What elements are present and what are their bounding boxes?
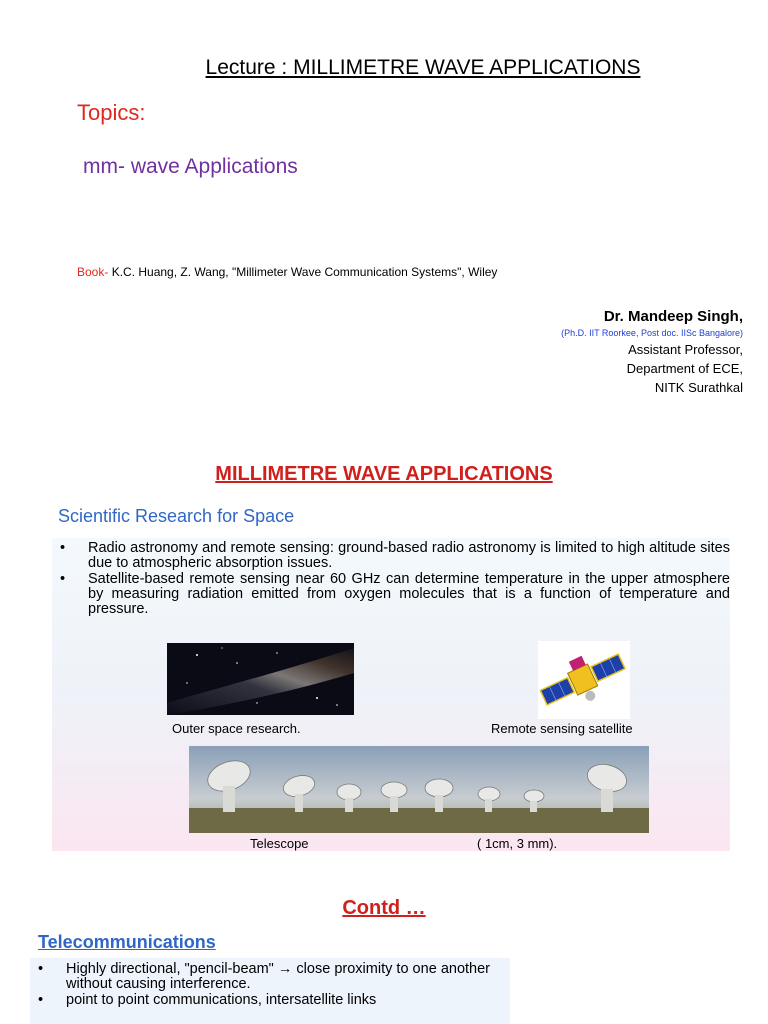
author-institute: NITK Surathkal xyxy=(654,380,743,395)
section2-heading: Contd … xyxy=(342,897,426,919)
section2-bullets xyxy=(34,962,490,1009)
lecture-title: Lecture : MILLIMETRE WAVE APPLICATIONS xyxy=(205,56,641,79)
author-degrees: (Ph.D. IIT Roorkee, Post doc. IISc Bangalore) xyxy=(561,328,743,338)
bullet-item xyxy=(34,962,490,992)
space-research-panel xyxy=(52,538,730,851)
book-reference xyxy=(77,265,497,279)
outer-space-image xyxy=(167,643,354,715)
bullet-item xyxy=(56,541,730,571)
bullet-text: Satellite-based remote sensing near 60 GHz can determine temperature in the upper atmosphere by measuring radiation emitted from oxygen molecules that is a function of temperature and pressure. xyxy=(88,571,730,617)
bullet-glyph: • xyxy=(38,992,44,1008)
bullet-text: Radio astronomy and remote sensing: ground-based radio astronomy is limited to high altitude sites due to atmospheric absorption issues. xyxy=(88,540,730,571)
section2-subheading: Telecommunications xyxy=(38,932,216,952)
bullet-text: Highly directional, "pencil-beam" → close proximity to one another without causing interference. xyxy=(66,961,490,992)
book-text: K.C. Huang, Z. Wang, "Millimeter Wave Communication Systems", Wiley xyxy=(108,265,498,279)
book-label: Book- xyxy=(77,265,109,279)
bullet-item xyxy=(56,572,730,617)
section1-bullets xyxy=(56,541,730,618)
bullet-text: point to point communications, intersatellite links xyxy=(66,992,377,1008)
author-position: Assistant Professor, xyxy=(628,342,743,357)
telecom-panel xyxy=(30,958,510,1024)
telescope-image xyxy=(189,746,649,833)
wavelength-caption: ( 1cm, 3 mm). xyxy=(477,836,558,851)
bullet-glyph: • xyxy=(60,540,66,556)
bullet-glyph: • xyxy=(38,961,44,977)
space-caption: Outer space research. xyxy=(172,721,301,736)
satellite-image xyxy=(538,641,630,719)
bullet-glyph: • xyxy=(60,571,66,587)
author-name: Dr. Mandeep Singh, xyxy=(603,308,743,325)
satellite-caption: Remote sensing satellite xyxy=(491,721,633,736)
author-block xyxy=(561,307,743,397)
author-department: Department of ECE, xyxy=(626,361,743,376)
section1-subheading: Scientific Research for Space xyxy=(58,506,295,526)
telescope-caption: Telescope xyxy=(250,836,309,851)
bullet-item xyxy=(34,993,490,1008)
section1-heading: MILLIMETRE WAVE APPLICATIONS xyxy=(215,463,553,485)
topics-label: Topics: xyxy=(77,100,146,125)
topic-item: mm- wave Applications xyxy=(83,155,298,178)
